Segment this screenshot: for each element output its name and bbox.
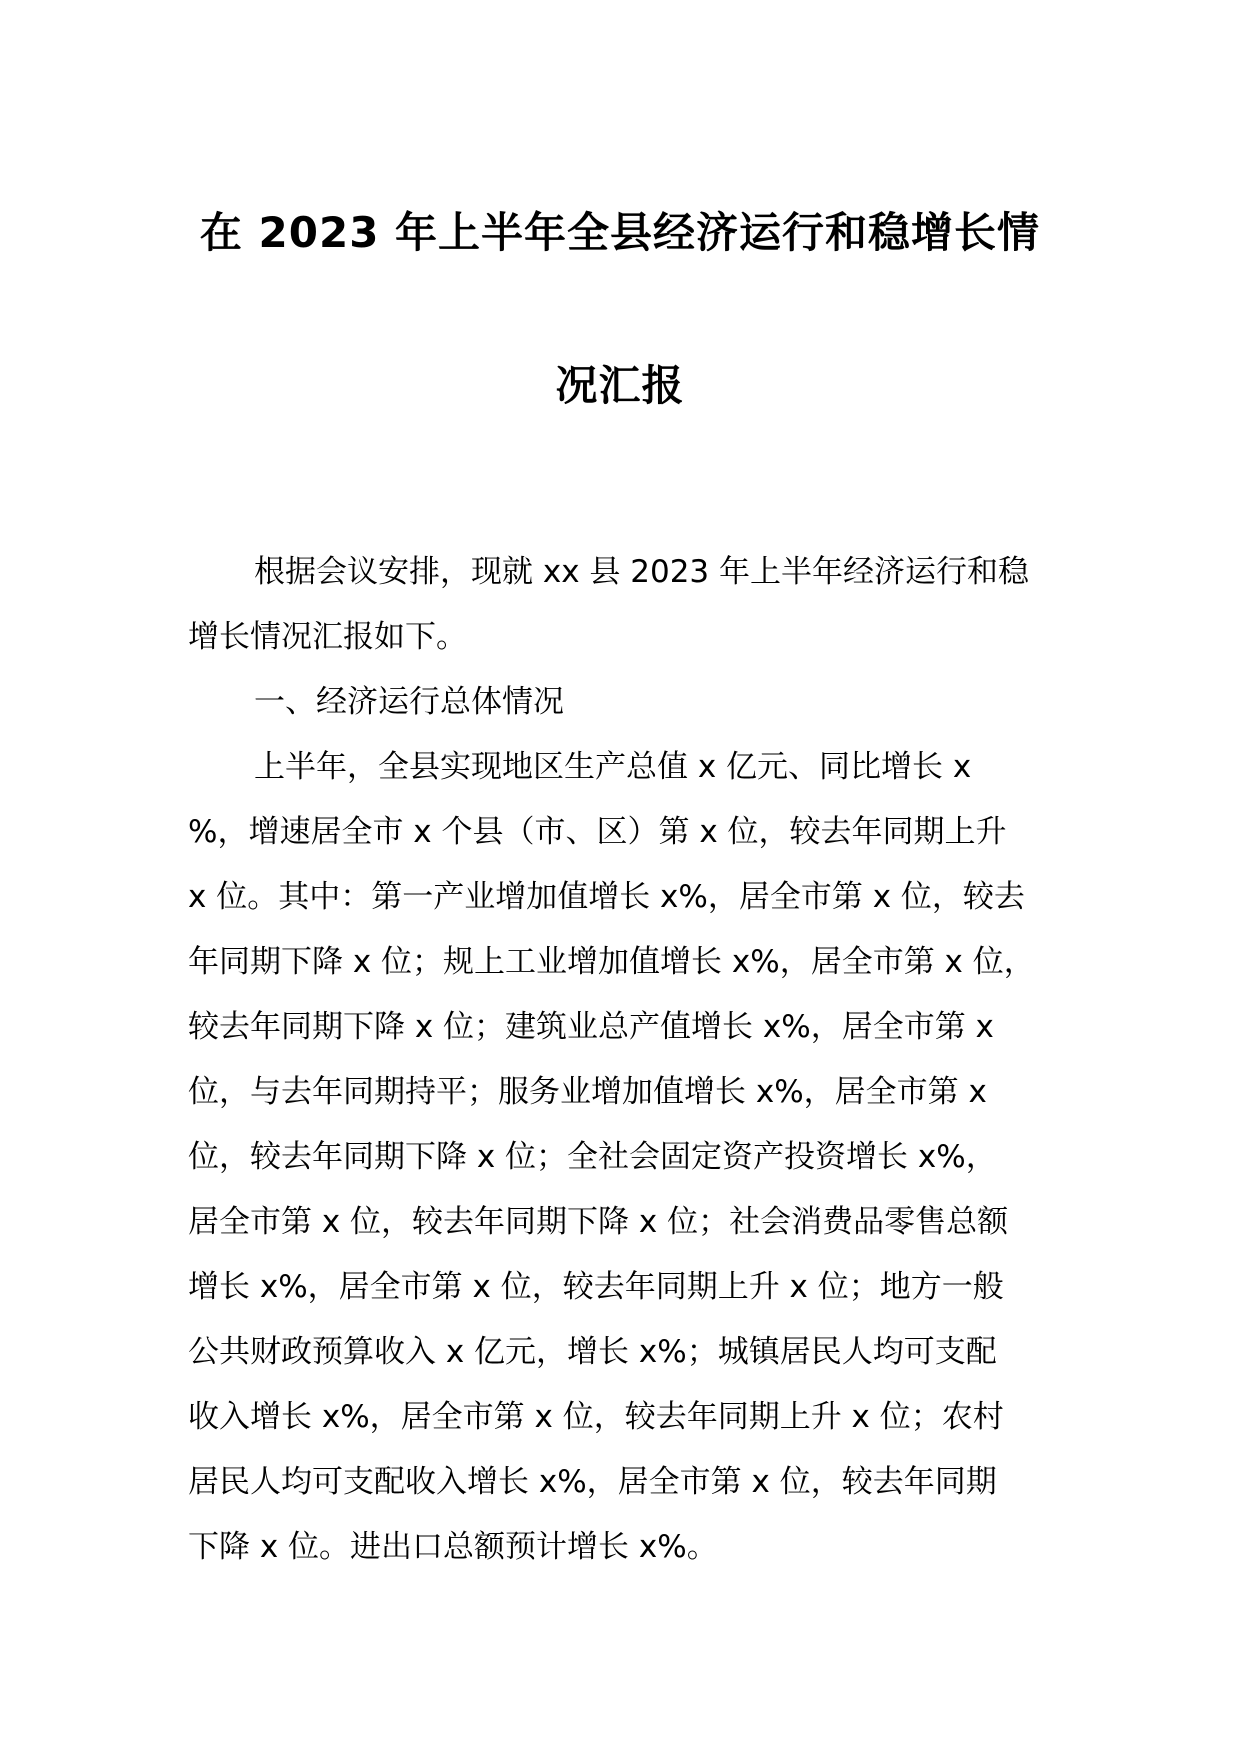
paragraph-line: 居全市第 x 位，较去年同期下降 x 位；社会消费品零售总额 [188, 1204, 1009, 1240]
section-heading [188, 670, 1088, 735]
paragraph-line: 上半年，全县实现地区生产总值 x 亿元、同比增长 x [254, 749, 972, 785]
intro-line: 根据会议安排，现就 xx 县 2023 年上半年经济运行和稳 [254, 554, 1029, 590]
paragraph-line: 较去年同期下降 x 位；建筑业总产值增长 x%，居全市第 x [188, 1009, 994, 1045]
paragraph-line: 公共财政预算收入 x 亿元，增长 x%；城镇居民人均可支配 [188, 1334, 997, 1370]
intro-paragraph [188, 540, 1088, 670]
document-title-line-1: 在 2023 年上半年全县经济运行和稳增长情 [199, 208, 1041, 257]
paragraph-line: 收入增长 x%，居全市第 x 位，较去年同期上升 x 位；农村 [188, 1399, 1004, 1435]
paragraph-line: 位，较去年同期下降 x 位；全社会固定资产投资增长 x%， [188, 1139, 997, 1175]
intro-line: 增长情况汇报如下。 [188, 619, 467, 655]
paragraph-line: 年同期下降 x 位；规上工业增加值增长 x%，居全市第 x 位， [188, 944, 1035, 980]
paragraph-line: 居民人均可支配收入增长 x%，居全市第 x 位，较去年同期 [188, 1464, 997, 1500]
document-title-line-2: 况汇报 [555, 361, 685, 410]
paragraph-line: 下降 x 位。进出口总额预计增长 x%。 [188, 1529, 718, 1565]
paragraph-line: 位，与去年同期持平；服务业增加值增长 x%，居全市第 x [188, 1074, 987, 1110]
section-1-heading: 一、经济运行总体情况 [254, 684, 564, 720]
paragraph-line: %，增速居全市 x 个县（市、区）第 x 位，较去年同期上升 [188, 814, 1007, 850]
paragraph-line: 增长 x%，居全市第 x 位，较去年同期上升 x 位；地方一般 [188, 1269, 1004, 1305]
paragraph-line: x 位。其中：第一产业增加值增长 x%，居全市第 x 位，较去 [188, 879, 1025, 915]
section-1-paragraph [188, 735, 1088, 1580]
